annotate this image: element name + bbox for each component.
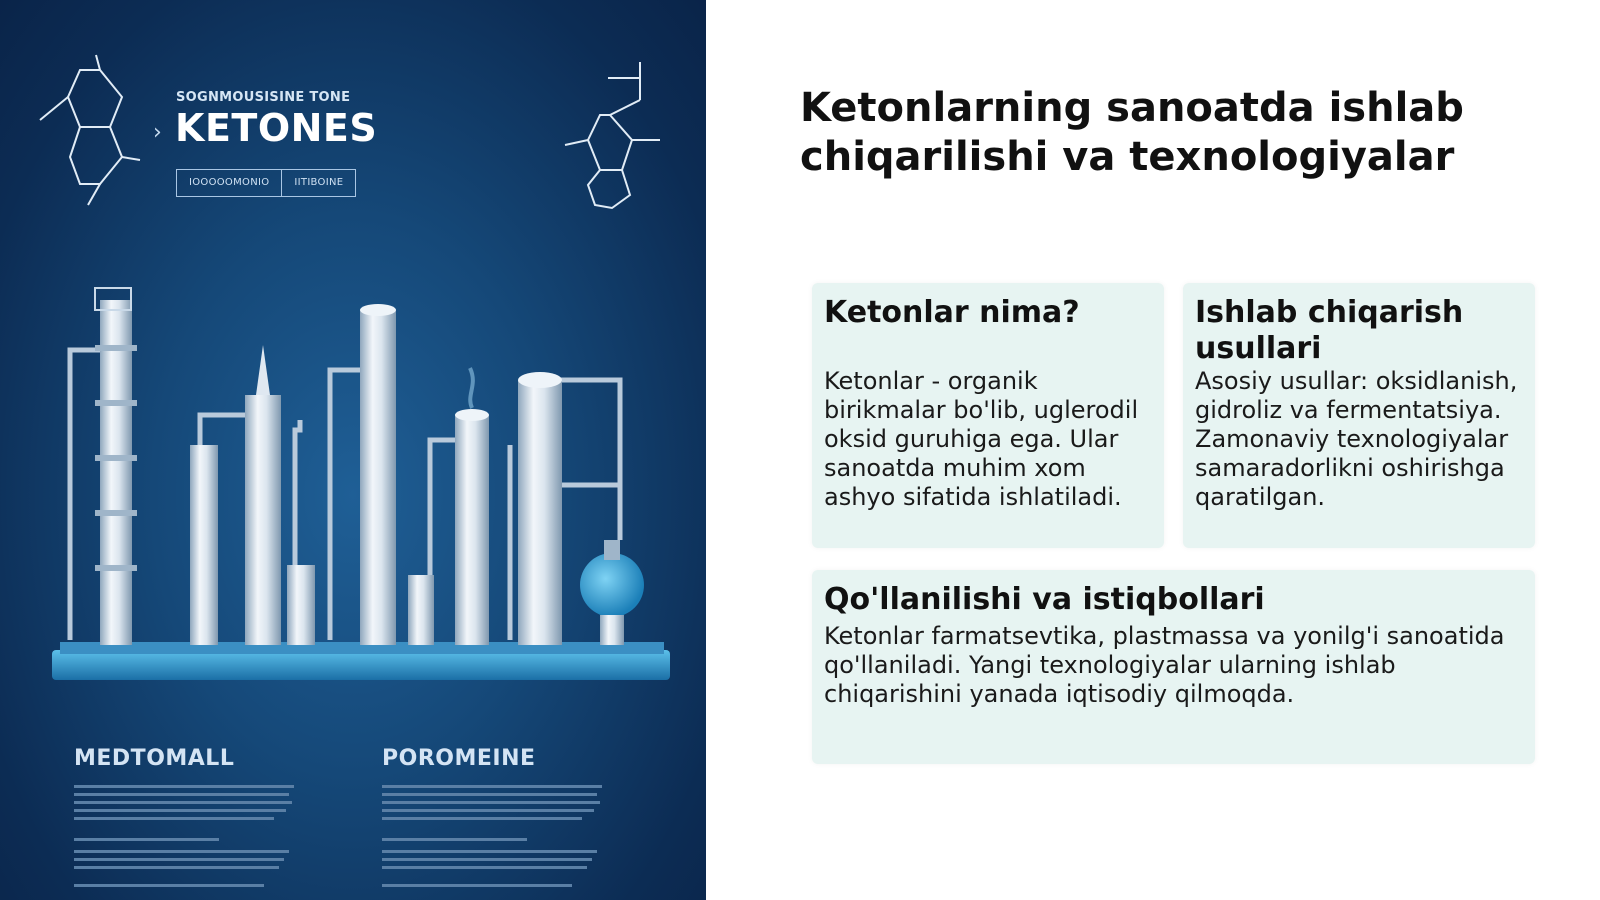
poster-title: KETONES bbox=[175, 106, 378, 150]
distillation-column-3 bbox=[245, 345, 281, 645]
distillation-column-6 bbox=[518, 372, 562, 645]
reactor-sphere bbox=[580, 540, 644, 645]
distillation-column-5 bbox=[455, 368, 489, 645]
poster-column-title-left: MEDTOMALL bbox=[74, 746, 235, 771]
card-body: Ketonlar - organik birikmalar bo'lib, uglerodil oksid guruhiga ega. Ular sanoatda muhim xom ashyo sifatida ishlatiladi. bbox=[824, 367, 1139, 511]
info-card-production-methods bbox=[1183, 283, 1535, 548]
distillation-column-4 bbox=[360, 304, 396, 645]
platform-base bbox=[52, 650, 670, 680]
ketones-poster-illustration bbox=[0, 0, 706, 900]
card-body: Asosiy usullar: oksidlanish, gidroliz va fermentatsiya. Zamonaviy texnologiyalar samaradorlikni oshirishga qaratilgan. bbox=[1195, 367, 1518, 511]
card-heading: Qo'llanilishi va istiqbollari bbox=[824, 582, 1265, 617]
info-card-applications bbox=[812, 570, 1535, 764]
poster-subtitle: SOGNMOUSISINE TONE bbox=[176, 90, 351, 105]
distillation-column-2 bbox=[190, 445, 218, 645]
poster-button-2: IITIBOINE bbox=[282, 169, 356, 197]
decorative-text-lines-right bbox=[382, 785, 602, 887]
molecule-right-icon bbox=[565, 62, 660, 208]
card-heading: Ketonlar nima? bbox=[824, 295, 1080, 330]
poster-button-group bbox=[176, 169, 356, 197]
decorative-text-lines-left bbox=[74, 785, 294, 887]
slide-title: Ketonlarning sanoatda ishlab chiqarilishi va texnologiyalar bbox=[800, 85, 1464, 180]
poster-column-title-right: POROMEINE bbox=[382, 746, 536, 771]
card-body: Ketonlar farmatsevtika, plastmassa va yonilg'i sanoatida qo'llaniladi. Yangi texnologiyalar ularning ishlab chiqarishini yanada iqtisodiy qilmoqda. bbox=[824, 622, 1505, 708]
card-heading: Ishlab chiqarish usullari bbox=[1195, 295, 1464, 366]
molecule-left-icon bbox=[40, 55, 140, 205]
info-card-what-are-ketones bbox=[812, 283, 1164, 548]
chevron-right-icon: › bbox=[153, 120, 162, 145]
distillation-column-1 bbox=[95, 288, 137, 645]
poster-button-1: IOOOOOMONIO bbox=[176, 169, 282, 197]
